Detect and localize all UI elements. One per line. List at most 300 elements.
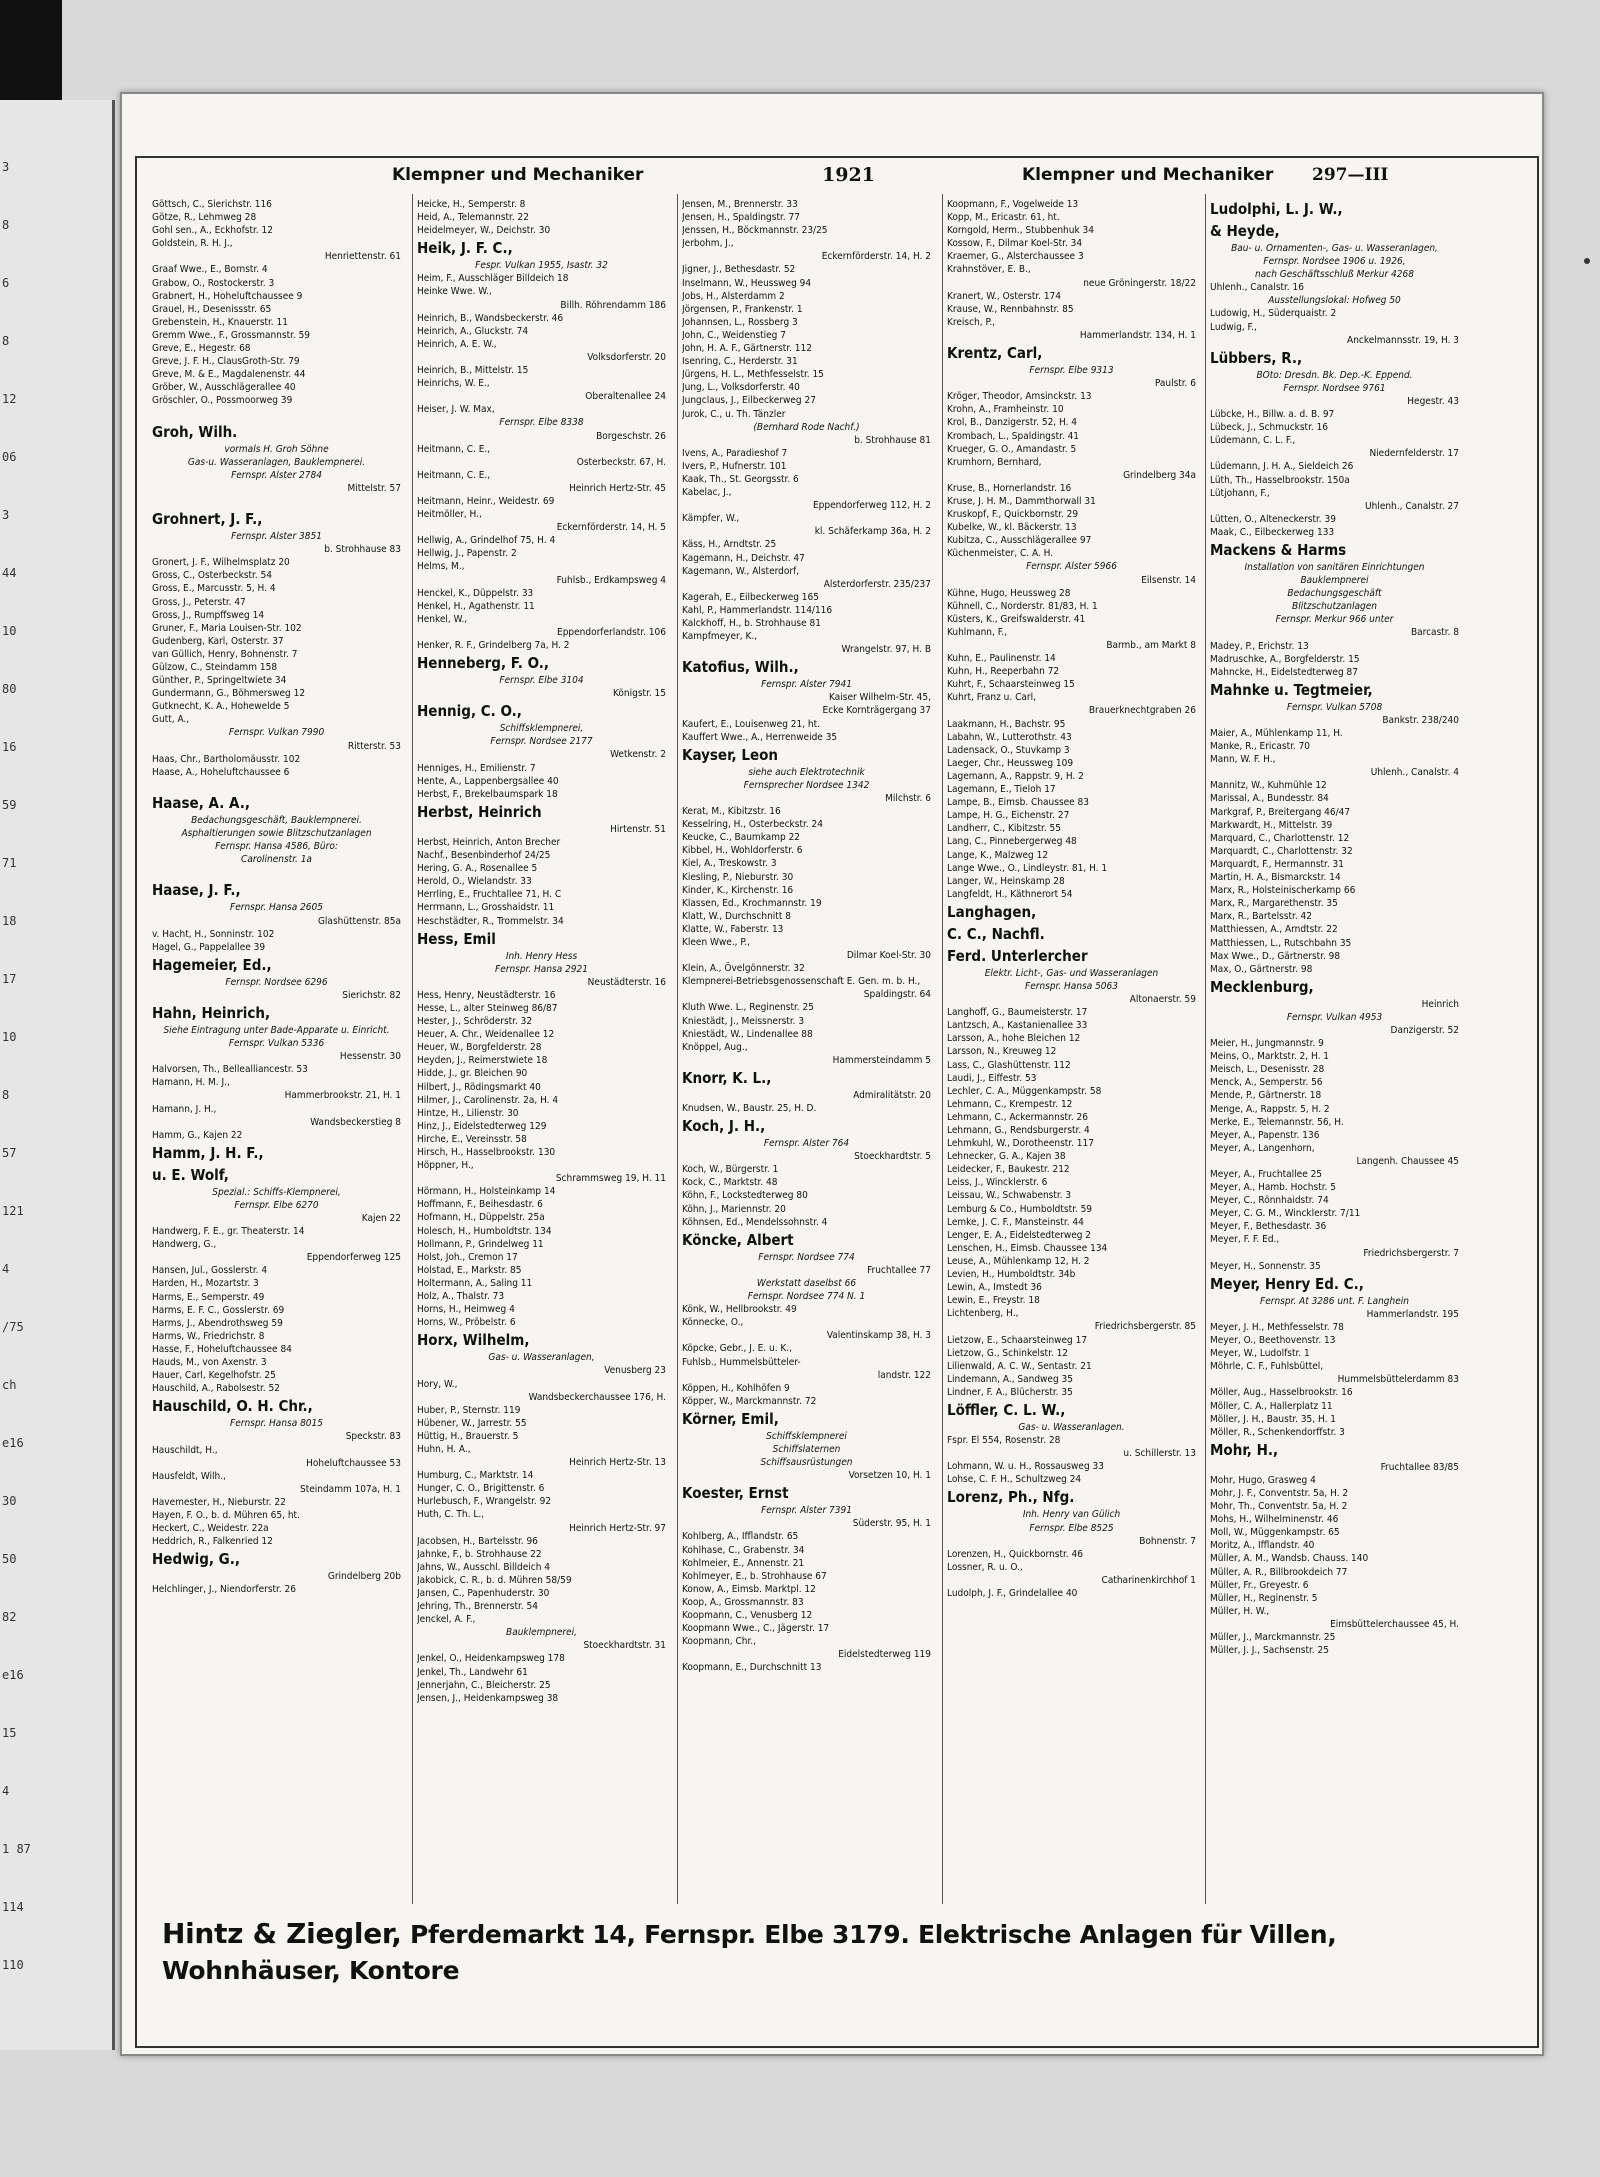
directory-entry: Hesse, L., alter Steinweg 86/87 [417, 1002, 558, 1014]
directory-entry: Herold, O., Wielandstr. 33 [417, 876, 532, 888]
directory-entry: Gröschler, O., Possmoorweg 39 [152, 395, 293, 407]
directory-entry: Blitzschutzanlagen [1292, 601, 1377, 613]
directory-entry: Grabnert, H., Hoheluftchaussee 9 [152, 290, 303, 302]
directory-entry: Hauschild, A., Rabolsestr. 52 [152, 1383, 280, 1395]
directory-column-3 [682, 198, 931, 1908]
directory-entry: Hofmann, H., Düppelstr. 25a [417, 1212, 545, 1224]
directory-entry: Fruchtallee 77 [867, 1264, 931, 1276]
directory-entry: Fruchtallee 83/85 [1380, 1461, 1459, 1473]
margin-fragment: 110 [2, 1958, 24, 1972]
directory-entry: Grauel, H., Desenissstr. 65 [152, 303, 272, 315]
directory-entry: Küchenmeister, C. A. H. [947, 548, 1054, 560]
directory-entry: Bedachungsgeschäft, Bauklempnerei. [191, 814, 362, 826]
directory-entry [152, 408, 401, 421]
directory-entry: Barcastr. 8 [1410, 627, 1459, 639]
directory-entry: Kleen Wwe., P., [682, 936, 750, 948]
directory-entry: Kruse, J. H. M., Dammthorwall 31 [947, 495, 1096, 507]
margin-fragment: 80 [2, 682, 17, 696]
directory-entry: Kohlmeyer, E., b. Strohhause 67 [682, 1570, 827, 1582]
directory-entry: Mohr, Th., Conventstr. 5a, H. 2 [1210, 1501, 1348, 1513]
directory-entry: Grabow, O., Rostockerstr. 3 [152, 277, 275, 289]
directory-entry: Heitmöller, H., [417, 509, 482, 521]
directory-entry: Holst, Joh., Cremon 17 [417, 1251, 518, 1263]
directory-entry: Meyer, A., Papenstr. 136 [1210, 1129, 1320, 1141]
directory-entry: Holtermann, A., Saling 11 [417, 1277, 533, 1289]
directory-entry: Hennig, C. O., [417, 702, 522, 721]
directory-entry: Kuhn, E., Paulinenstr. 14 [947, 653, 1056, 665]
directory-entry: Helms, M., [417, 561, 465, 573]
directory-entry: Holz, A., Thalstr. 73 [417, 1291, 505, 1303]
directory-entry: Heinrich Hertz-Str. 45 [569, 482, 666, 494]
directory-entry: Siehe Eintragung unter Bade-Apparate u. Einricht. [163, 1024, 390, 1036]
directory-entry: Eimsbüttelerchaussee 45, H. [1330, 1618, 1459, 1630]
directory-entry: Huhn, H. A., [417, 1443, 471, 1455]
directory-entry: Fernspr. At 3286 unt. F. Langhein [1260, 1295, 1409, 1307]
directory-entry: Harms, J., Abendrothsweg 59 [152, 1317, 283, 1329]
directory-entry: Kohlhase, C., Grabenstr. 34 [682, 1544, 805, 1556]
directory-entry: Ferd. Unterlercher [947, 946, 1088, 965]
directory-entry: Grohnert, J. F., [152, 510, 263, 529]
directory-entry: Maier, A., Mühlenkamp 11, H. [1210, 728, 1343, 739]
margin-fragment: e16 [2, 1436, 24, 1450]
directory-entry: Meyer, W., Ludolfstr. 1 [1210, 1348, 1310, 1360]
directory-entry: Lampe, B., Eimsb. Chaussee 83 [947, 797, 1090, 809]
directory-entry: Hintze, H., Lilienstr. 30 [417, 1107, 519, 1119]
directory-entry: Könnecke, O., [682, 1317, 744, 1329]
directory-entry: Hammerbrookstr. 21, H. 1 [284, 1090, 401, 1102]
directory-entry: Mittelstr. 57 [347, 482, 401, 494]
directory-entry: Heitmann, Heinr., Weidestr. 69 [417, 495, 555, 507]
margin-fragment: 114 [2, 1900, 24, 1914]
directory-entry: Friedrichsbergerstr. 7 [1363, 1247, 1459, 1259]
directory-entry: Kreisch, P., [947, 316, 996, 328]
directory-entry: Lehmann, G., Rendsburgerstr. 4 [947, 1125, 1090, 1136]
margin-fragment: 10 [2, 1030, 17, 1044]
directory-entry: Möller, R., Schenkendorffstr. 3 [1210, 1426, 1345, 1438]
directory-entry: Greve, J. F. H., ClausGroth-Str. 79 [152, 356, 300, 368]
directory-entry: Hasse, F., Hoheluftchaussee 84 [152, 1343, 292, 1355]
directory-entry: Kuhlmann, F., [947, 626, 1007, 638]
margin-fragment: 3 [2, 160, 10, 174]
directory-entry: Langenh. Chaussee 45 [1356, 1155, 1459, 1167]
directory-entry: Heinke Wwe. W., [417, 286, 492, 298]
directory-entry: Markwardt, H., Mittelstr. 39 [1210, 819, 1333, 831]
directory-entry: Hirsch, H., Hasselbrookstr. 130 [417, 1147, 556, 1158]
margin-fragment: 10 [2, 624, 17, 638]
directory-entry: Huber, P., Sternstr. 119 [417, 1404, 521, 1416]
column-rule [1205, 194, 1206, 1904]
directory-entry: Hinz, J., Eidelstedterweg 129 [417, 1120, 547, 1132]
directory-entry: Spaldingstr. 64 [863, 989, 931, 1001]
directory-entry: Katofius, Wilh., [682, 658, 799, 677]
directory-entry: Köncke, Albert [682, 1230, 794, 1249]
directory-entry: Jobs, H., Alsterdamm 2 [682, 290, 785, 302]
directory-entry: Lichtenberg, H., [947, 1308, 1019, 1320]
directory-entry: Hoheluftchaussee 53 [306, 1457, 401, 1469]
directory-entry: Heinrichs, W. E., [417, 378, 490, 390]
directory-entry: Krol, B., Danzigerstr. 52, H. 4 [947, 417, 1078, 429]
directory-entry: Gudenberg, Karl, Osterstr. 37 [152, 635, 284, 647]
directory-entry: Knorr, K. L., [682, 1068, 772, 1087]
directory-column-5 [1210, 198, 1459, 1908]
directory-entry: Fernspr. Elbe 9313 [1029, 365, 1114, 377]
directory-entry: Fernspr. Hansa 2921 [495, 963, 588, 975]
directory-entry: b. Strohhause 83 [324, 544, 401, 556]
directory-entry: Gronert, J. F., Wilhelmsplatz 20 [152, 557, 290, 569]
directory-entry: Jenckel, A. F., [417, 1614, 476, 1626]
margin-fragment: 15 [2, 1726, 17, 1740]
directory-entry: Jansen, C., Papenhuderstr. 30 [417, 1588, 550, 1599]
directory-entry: Lewin, E., Freystr. 18 [947, 1295, 1040, 1307]
directory-entry: Fernspr. Vulkan 5708 [1286, 701, 1383, 713]
margin-fragment: 16 [2, 740, 17, 754]
directory-entry: Heinrich Hertz-Str. 13 [569, 1457, 666, 1469]
directory-entry: Labahn, W., Lutterothstr. 43 [947, 731, 1072, 743]
directory-entry: Meyer, C., Rönnhaidstr. 74 [1210, 1195, 1329, 1207]
directory-entry: Neustädterstr. 16 [587, 976, 666, 988]
directory-entry: Koop, A., Grossmannstr. 83 [682, 1596, 804, 1608]
directory-entry: Meyer, F. F. Ed., [1210, 1234, 1280, 1246]
margin-fragment: 06 [2, 450, 17, 464]
directory-entry: Meyer, Henry Ed. C., [1210, 1274, 1364, 1293]
directory-entry: Lindner, F. A., Blücherstr. 35 [947, 1386, 1073, 1398]
directory-entry: Heicke, H., Semperstr. 8 [417, 199, 526, 210]
directory-entry: BOto: Dresdn. Bk. Dep.-K. Eppend. [1256, 369, 1413, 381]
directory-entry: Möller, Aug., Hasselbrookstr. 16 [1210, 1387, 1353, 1399]
directory-entry: Lorenz, Ph., Nfg. [947, 1488, 1075, 1507]
directory-entry: Keucke, C., Baumkamp 22 [682, 832, 801, 844]
directory-entry: Jörgensen, P., Frankenstr. 1 [682, 303, 803, 315]
directory-entry: Krombach, L., Spaldingstr. 41 [947, 430, 1080, 442]
directory-entry: Hurlebusch, F., Wrangelstr. 92 [417, 1496, 552, 1508]
directory-entry: Klatte, W., Faberstr. 13 [682, 923, 784, 935]
directory-entry: Konow, A., Eimsb. Marktpl. 12 [682, 1583, 816, 1595]
directory-entry: Köpper, W., Marckmannstr. 72 [682, 1395, 817, 1407]
directory-entry: Gruner, F., Maria Louisen-Str. 102 [152, 622, 302, 634]
directory-entry: Lenschen, H., Eimsb. Chaussee 134 [947, 1242, 1108, 1254]
margin-fragment: 8 [2, 218, 10, 232]
directory-entry: Köhnsen, Ed., Mendelssohnstr. 4 [682, 1216, 828, 1228]
directory-entry: Spezial.: Schiffs-Klempnerei, [212, 1186, 341, 1198]
directory-entry: Hüttig, H., Brauerstr. 5 [417, 1430, 519, 1442]
directory-entry: Haase, J. F., [152, 881, 241, 900]
directory-entry: Kerat, M., Kibitzstr. 16 [682, 806, 781, 818]
directory-entry: Jurok, C., u. Th. Tänzler [682, 408, 786, 420]
directory-entry: Lehnecker, G. A., Kajen 38 [947, 1151, 1066, 1163]
directory-entry: Hunger, C. O., Brigittenstr. 6 [417, 1483, 545, 1495]
directory-entry: Körner, Emil, [682, 1409, 779, 1428]
directory-entry: Hessenstr. 30 [339, 1051, 401, 1063]
directory-entry: Kiel, A., Treskowstr. 3 [682, 858, 777, 870]
directory-entry: Henckel, K., Düppelstr. 33 [417, 587, 534, 599]
margin-fragment: 44 [2, 566, 17, 580]
directory-entry: Lübbers, R., [1210, 348, 1303, 367]
directory-entry: van Güllich, Henry, Bohnenstr. 7 [152, 648, 298, 660]
directory-entry: Hauschildt, H., [152, 1444, 218, 1456]
directory-entry: Meins, O., Marktstr. 2, H. 1 [1210, 1051, 1330, 1063]
directory-entry: Lemke, J. C. F., Mansteinstr. 44 [947, 1216, 1084, 1228]
margin-fragment: 8 [2, 334, 10, 348]
directory-entry: Ivens, A., Paradieshof 7 [682, 447, 788, 459]
directory-entry: Ritterstr. 53 [347, 740, 401, 752]
footer-advertisement [162, 1916, 1502, 1985]
directory-entry: Lütten, O., Alteneckerstr. 39 [1210, 513, 1336, 525]
directory-entry: Marx, R., Holsteinischerkamp 66 [1210, 885, 1356, 897]
directory-entry: Goldstein, R. H. J., [152, 238, 233, 250]
adjacent-page-strip [0, 100, 115, 2050]
directory-entry: Haase, A. A., [152, 793, 251, 812]
directory-entry: Korngold, Herm., Stubbenhuk 34 [947, 225, 1094, 237]
directory-entry: Jürgens, H. L., Methfesselstr. 15 [682, 369, 824, 381]
directory-entry: Krohn, A., Framheinstr. 10 [947, 404, 1064, 416]
directory-entry: Mahncke, H., Eidelstedterweg 87 [1210, 666, 1358, 678]
directory-entry: Johannsen, L., Rossberg 3 [682, 316, 798, 328]
directory-entry: Fernspr. Elbe 8338 [499, 417, 584, 429]
directory-entry: Fernspr. Nordsee 774 [758, 1251, 855, 1263]
directory-entry: Gas-u. Wasseranlagen, Bauklempnerei. [187, 456, 366, 468]
directory-entry: Kajen 22 [361, 1213, 401, 1224]
directory-entry: Kohlmeier, E., Annenstr. 21 [682, 1557, 805, 1569]
directory-entry: Heddrich, R., Falkenried 12 [152, 1536, 273, 1548]
directory-entry: Kesselring, H., Osterbeckstr. 24 [682, 819, 823, 831]
directory-entry: Oberaltenallee 24 [585, 391, 666, 403]
directory-entry: Bedachungsgeschäft [1287, 588, 1382, 600]
directory-entry: Lohse, C. F. H., Schultzweg 24 [947, 1474, 1082, 1486]
directory-entry: Marissal, A., Bundesstr. 84 [1210, 793, 1329, 805]
directory-entry: Jehring, Th., Brennerstr. 54 [417, 1601, 538, 1613]
directory-entry: Hidde, J., gr. Bleichen 90 [417, 1068, 528, 1080]
directory-entry: Groh, Wilh. [152, 422, 238, 441]
margin-fragment: 121 [2, 1204, 24, 1218]
page-number: 297—III [1312, 165, 1389, 185]
directory-entry: Uhlenh., Canalstr. 4 [1370, 767, 1459, 779]
directory-entry: Hering, G. A., Rosenallee 5 [417, 863, 538, 875]
directory-entry: Meyer, H., Sonnenstr. 35 [1210, 1260, 1321, 1272]
directory-entry: Anckelmannsstr. 19, H. 3 [1347, 334, 1459, 346]
directory-entry: Fernspr. Vulkan 5336 [228, 1038, 325, 1050]
directory-entry: Handwerg, G., [152, 1239, 217, 1251]
directory-entry: Isenring, C., Herderstr. 31 [682, 356, 798, 368]
directory-entry: Altonaerstr. 59 [1129, 994, 1196, 1006]
directory-entry: Jenkel, Th., Landwehr 61 [417, 1666, 528, 1678]
directory-entry: Hilmer, J., Carolinenstr. 2a, H. 4 [417, 1094, 559, 1106]
directory-entry: Heitmann, C. E., [417, 443, 491, 455]
directory-entry: Carolinenstr. 1a [241, 854, 312, 866]
directory-entry: Installation von sanitären Einrichtungen [1244, 561, 1425, 573]
directory-entry: Kubelke, W., kl. Bäckerstr. 13 [947, 522, 1077, 534]
directory-entry: Heinrich, A., Gluckstr. 74 [417, 325, 529, 337]
directory-entry: Catharinenkirchhof 1 [1101, 1574, 1196, 1586]
directory-entry: Herbst, F., Brekelbaumspark 18 [417, 788, 558, 800]
directory-entry: Müller, A. R., Billbrookdeich 77 [1210, 1566, 1348, 1578]
directory-entry: Fernspr. Alster 764 [763, 1138, 850, 1150]
directory-entry: Gas- u. Wasseranlagen, [488, 1352, 595, 1364]
directory-entry: Hauschild, O. H. Chr., [152, 1397, 313, 1416]
directory-entry: Jigner, J., Bethesdastr. 52 [682, 264, 796, 276]
directory-entry: Hauer, Carl, Kegelhofstr. 25 [152, 1370, 276, 1382]
directory-entry: Lagemann, A., Rappstr. 9, H. 2 [947, 770, 1084, 782]
directory-entry: Grindelberg 20b [327, 1571, 401, 1583]
directory-entry: Höppner, H., [417, 1160, 474, 1172]
directory-entry: Müller, Fr., Greyestr. 6 [1210, 1579, 1309, 1591]
directory-entry: b. Strohhause 81 [854, 434, 931, 446]
directory-entry: Küsters, K., Greifswalderstr. 41 [947, 613, 1086, 625]
directory-entry: Kagerah, E., Eilbeckerweg 165 [682, 591, 819, 603]
directory-entry: Koopmann, C., Venusberg 12 [682, 1610, 813, 1621]
directory-entry: Borgeschstr. 26 [596, 430, 666, 442]
directory-entry: Martin, H. A., Bismarckstr. 14 [1210, 872, 1341, 884]
directory-entry: Fernspr. Alster 2784 [231, 469, 322, 481]
directory-entry: Müller, H., Reginenstr. 5 [1210, 1592, 1318, 1604]
margin-fragment: ch [2, 1378, 17, 1392]
directory-entry: Haase, A., Hoheluftchaussee 6 [152, 766, 290, 778]
directory-entry: Leidecker, F., Baukestr. 212 [947, 1164, 1070, 1176]
directory-entry: Müller, J. J., Sachsenstr. 25 [1210, 1645, 1329, 1657]
directory-entry: Hory, W., [417, 1378, 458, 1390]
directory-entry: Jung, L., Volksdorferstr. 40 [682, 382, 800, 394]
directory-entry: Eckernförderstr. 14, H. 5 [556, 522, 666, 534]
directory-entry: Marquardt, F., Hermannstr. 31 [1210, 858, 1344, 870]
directory-entry: Klassen, Ed., Krochmannstr. 19 [682, 897, 822, 909]
directory-entry: Brauerknechtgraben 26 [1088, 705, 1196, 717]
margin-fragment: 12 [2, 392, 17, 406]
directory-entry: Köppen, H., Kohlhöfen 9 [682, 1382, 790, 1394]
directory-entry: Kruskopf, F., Quickbornstr. 29 [947, 509, 1079, 521]
directory-entry: Kauffert Wwe., A., Herrenweide 35 [682, 731, 838, 743]
directory-entry: Könk, W., Hellbrookstr. 49 [682, 1304, 797, 1316]
directory-entry: landstr. 122 [877, 1369, 931, 1381]
directory-entry: Heinrich, B., Mittelstr. 15 [417, 365, 529, 377]
column-rule [412, 194, 413, 1904]
directory-entry: Hamm, J. H. F., [152, 1143, 264, 1162]
directory-entry: Barmb., am Markt 8 [1106, 640, 1196, 651]
directory-entry: Jahnke, F., b. Strohhause 22 [417, 1548, 542, 1560]
directory-entry: Lossner, R. u. O., [947, 1561, 1023, 1573]
directory-entry: Fespr. Vulkan 1955, Isastr. 32 [475, 260, 608, 272]
directory-entry: Meyer, O., Beethovenstr. 13 [1210, 1335, 1336, 1347]
directory-entry: Lewin, A., Imstedt 36 [947, 1282, 1042, 1294]
directory-entry: Jenkel, O., Heidenkampsweg 178 [417, 1653, 565, 1665]
scan-speck [1584, 258, 1590, 264]
directory-entry: Heuer, W., Borgfelderstr. 28 [417, 1042, 542, 1054]
directory-entry: Billh. Röhrendamm 186 [560, 299, 666, 311]
directory-entry: Koopmann, Chr., [682, 1636, 756, 1648]
directory-entry: Fernspr. Elbe 8525 [1029, 1522, 1114, 1534]
running-head-year: 1921 [822, 164, 875, 186]
directory-entry: Venusberg 23 [604, 1365, 666, 1377]
directory-entry: Müller, J., Marckmannstr. 25 [1210, 1632, 1336, 1643]
directory-entry: Eilsenstr. 14 [1141, 574, 1196, 586]
directory-entry: Ludolphi, L. J. W., [1210, 200, 1343, 218]
directory-entry: Möller, J. H., Baustr. 35, H. 1 [1210, 1413, 1337, 1425]
directory-entry: Koopmann, E., Durchschnitt 13 [682, 1662, 822, 1674]
directory-entry: Henriettenstr. 61 [324, 251, 401, 263]
scanner-edge [0, 0, 62, 105]
directory-entry: Lütjohann, F., [1210, 487, 1270, 499]
directory-entry: Krumhorn, Bernhard, [947, 456, 1042, 468]
directory-entry: Fernspr. Nordsee 774 N. 1 [747, 1291, 866, 1303]
directory-entry: Mohr, H., [1210, 1440, 1279, 1459]
directory-entry: Asphaltierungen sowie Blitzschutzanlagen [181, 828, 372, 840]
directory-entry: Kagemann, H., Deichstr. 47 [682, 552, 805, 564]
directory-entry: Lange, K., Malzweg 12 [947, 849, 1049, 861]
directory-entry: Schiffsausrüstungen [760, 1457, 853, 1469]
directory-entry: Mohr, Hugo, Grasweg 4 [1210, 1474, 1316, 1486]
directory-entry: Möller, C. A., Hallerplatz 11 [1210, 1400, 1333, 1412]
margin-fragment: 3 [2, 508, 10, 522]
margin-fragment: 18 [2, 914, 17, 928]
directory-entry: Fuhlsb., Erdkampsweg 4 [556, 574, 666, 586]
directory-entry: Hörmann, H., Holsteinkamp 14 [417, 1186, 556, 1198]
directory-entry: Kluth Wwe. L., Reginenstr. 25 [682, 1002, 814, 1014]
directory-entry: Volksdorferstr. 20 [587, 351, 666, 363]
directory-entry: Krahnstöver, E. B., [947, 264, 1031, 276]
directory-entry: Fernspr. Alster 5966 [1026, 561, 1117, 573]
directory-entry: Greve, E., Hegestr. 68 [152, 343, 251, 355]
directory-entry: Eidelstedterweg 119 [838, 1649, 931, 1661]
directory-entry: Lantzsch, A., Kastanienallee 33 [947, 1020, 1088, 1032]
directory-entry: vormals H. Groh Söhne [224, 443, 329, 455]
directory-entry: Hummelsbüttelerdamm 83 [1337, 1374, 1459, 1386]
margin-fragment: 71 [2, 856, 17, 870]
directory-entry: Lübeck, J., Schmuckstr. 16 [1210, 422, 1329, 434]
directory-entry: Inselmann, W., Heussweg 94 [682, 277, 812, 289]
directory-entry: Hammerlandstr. 134, H. 1 [1079, 329, 1196, 341]
directory-entry: Hayen, F. O., b. d. Mühren 65, ht. [152, 1509, 300, 1521]
directory-entry: Hammersteindamm 5 [832, 1054, 931, 1066]
margin-fragment: 4 [2, 1784, 10, 1798]
directory-entry: Jahns, W., Ausschl. Billdeich 4 [417, 1561, 551, 1573]
directory-entry: Koopmann Wwe., C., Jägerstr. 17 [682, 1623, 830, 1635]
directory-entry: Fernspr. Vulkan 7990 [228, 727, 325, 739]
directory-entry: Kaiser Wilhelm-Str. 45, [829, 692, 931, 704]
directory-entry: Herrling, E., Fruchtallee 71, H. C [417, 889, 562, 901]
directory-entry: Gremm Wwe., F., Grossmannstr. 59 [152, 329, 311, 341]
directory-entry: Mannitz, W., Kuhmühle 12 [1210, 780, 1327, 792]
directory-entry: Kampfmeyer, K., [682, 631, 758, 643]
directory-entry: & Heyde, [1210, 222, 1280, 240]
directory-entry: Stoeckhardtstr. 31 [583, 1640, 666, 1652]
directory-entry: Uhlenh., Canalstr. 16 [1210, 282, 1304, 294]
directory-entry: Harms, E., Semperstr. 49 [152, 1291, 265, 1303]
directory-entry: Henneberg, F. O., [417, 654, 550, 673]
directory-entry: Meyer, A., Langenhorn, [1210, 1142, 1315, 1154]
directory-entry: John, H. A. F., Gärtnerstr. 112 [682, 343, 812, 355]
directory-entry: Greve, M. & E., Magdalenenstr. 44 [152, 369, 306, 381]
directory-entry: Heik, J. F. C., [417, 239, 513, 258]
running-head-right: Klempner und Mechaniker [1022, 165, 1274, 185]
directory-entry: Fernspr. Nordsee 1906 u. 1926, [1263, 256, 1406, 268]
directory-entry: Hansen, Jul., Gosslerstr. 4 [152, 1265, 268, 1277]
directory-entry: Manke, R., Ericastr. 70 [1210, 741, 1311, 753]
directory-entry: Osterbeckstr. 67, H. [576, 456, 666, 468]
directory-entry: Larsson, N., Kreuweg 12 [947, 1046, 1057, 1058]
directory-entry: Ausstellungslokal: Hofweg 50 [1268, 295, 1401, 307]
directory-entry: Schiffsklempnerei, [499, 723, 584, 735]
directory-entry: Moritz, A., Ifflandstr. 40 [1210, 1540, 1315, 1552]
directory-entry: Jakobick, C. R., b. d. Mühren 58/59 [417, 1574, 572, 1586]
directory-entry: Henkel, W., [417, 613, 468, 625]
directory-entry: Fernspr. Vulkan 4953 [1286, 1011, 1383, 1023]
directory-entry: Fernspr. Hansa 4586, Büro: [215, 841, 338, 853]
directory-entry: Ludolph, J. F., Grindelallee 40 [947, 1588, 1078, 1599]
directory-entry: Lampe, H. G., Eichenstr. 27 [947, 810, 1070, 822]
directory-entry: Gutknecht, K. A., Hohewelde 5 [152, 701, 290, 713]
directory-entry: Helchlinger, J., Niendorferstr. 26 [152, 1584, 296, 1596]
directory-entry: Klatt, W., Durchschnitt 8 [682, 910, 791, 922]
directory-entry: u. Schillerstr. 13 [1123, 1448, 1196, 1460]
directory-entry: Meyer, J. H., Methfesselstr. 78 [1210, 1321, 1344, 1333]
